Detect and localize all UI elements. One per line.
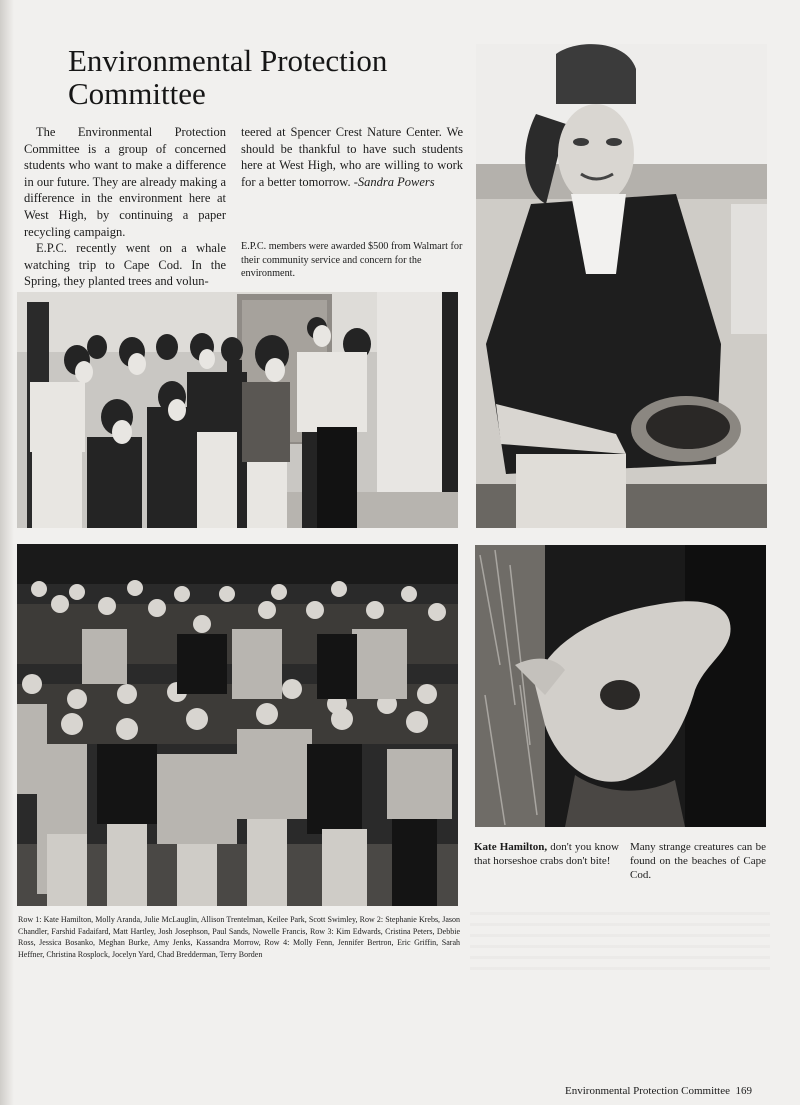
article-column-2-text: teered at Spencer Crest Nature Center. We should be thankful to have such students here at West High, who are willing to work for a better tomorrow.: [241, 125, 463, 189]
group-photo: [17, 544, 458, 906]
kate-hamilton-caption-text: don't you know that horseshoe crabs don't bite!: [474, 841, 620, 867]
article-column-2-paragraph: [241, 124, 463, 190]
title-line-2: Committee: [68, 76, 206, 111]
article-signature: -Sandra Powers: [353, 174, 435, 189]
article-paragraph-2: E.P.C. recently went on a whale watching trip to Cape Cod. In the Spring, they planted trees and volun-: [24, 241, 226, 289]
article-column-2: [241, 124, 463, 190]
hand-creature-photo: [475, 545, 766, 827]
creatures-caption: Many strange creatures can be found on the beaches of Cape Cod.: [630, 841, 766, 881]
kate-hamilton-caption: [474, 840, 619, 868]
page-number: 169: [735, 1085, 752, 1097]
article-paragraph-1: The Environmental Protection Committee is a group of concerned students who want to make a difference in our future. They are already making a difference in the environment here at West High, by continuing a paper recycling campaign.: [24, 125, 226, 239]
award-caption: E.P.C. members were awarded $500 from Walmart for their community service and concern for the environment.: [241, 241, 463, 279]
page-title: [68, 44, 468, 110]
page-footer: [565, 1085, 752, 1098]
kate-hamilton-photo: [476, 44, 767, 528]
footer-section-name: Environmental Protection Committee: [565, 1085, 730, 1097]
group-names-caption: Row 1: Kate Hamilton, Molly Aranda, Julie McLauglin, Allison Trentelman, Keilee Park, Scott Swimley, Row 2: Stephanie Krebs, Jason Chandler, Farshid Fadaifard, Matt Hartley, Josh Josephson, Paul Sands, Nowelle Francis, Row 3: Kim Edwards, Cristina Peters, Debbie Ross, Jessica Bosanko, Meghan Burke, Amy Jenks, Kassandra Morrow, Row 4: Molly Fenn, Jennifer Bertron, Eric Griffin, Sarah Heffner, Christina Rosplock, Jocelyn Yard, Chad Bredderman, Terry Borden: [18, 915, 460, 960]
page-binding-edge: [0, 0, 14, 1105]
award-photo: [17, 292, 458, 528]
title-line-1: Environmental Protection: [68, 43, 388, 78]
kate-hamilton-name: Kate Hamilton,: [474, 841, 548, 853]
show-through-texture: [470, 912, 770, 972]
article-column-1: [24, 124, 226, 290]
